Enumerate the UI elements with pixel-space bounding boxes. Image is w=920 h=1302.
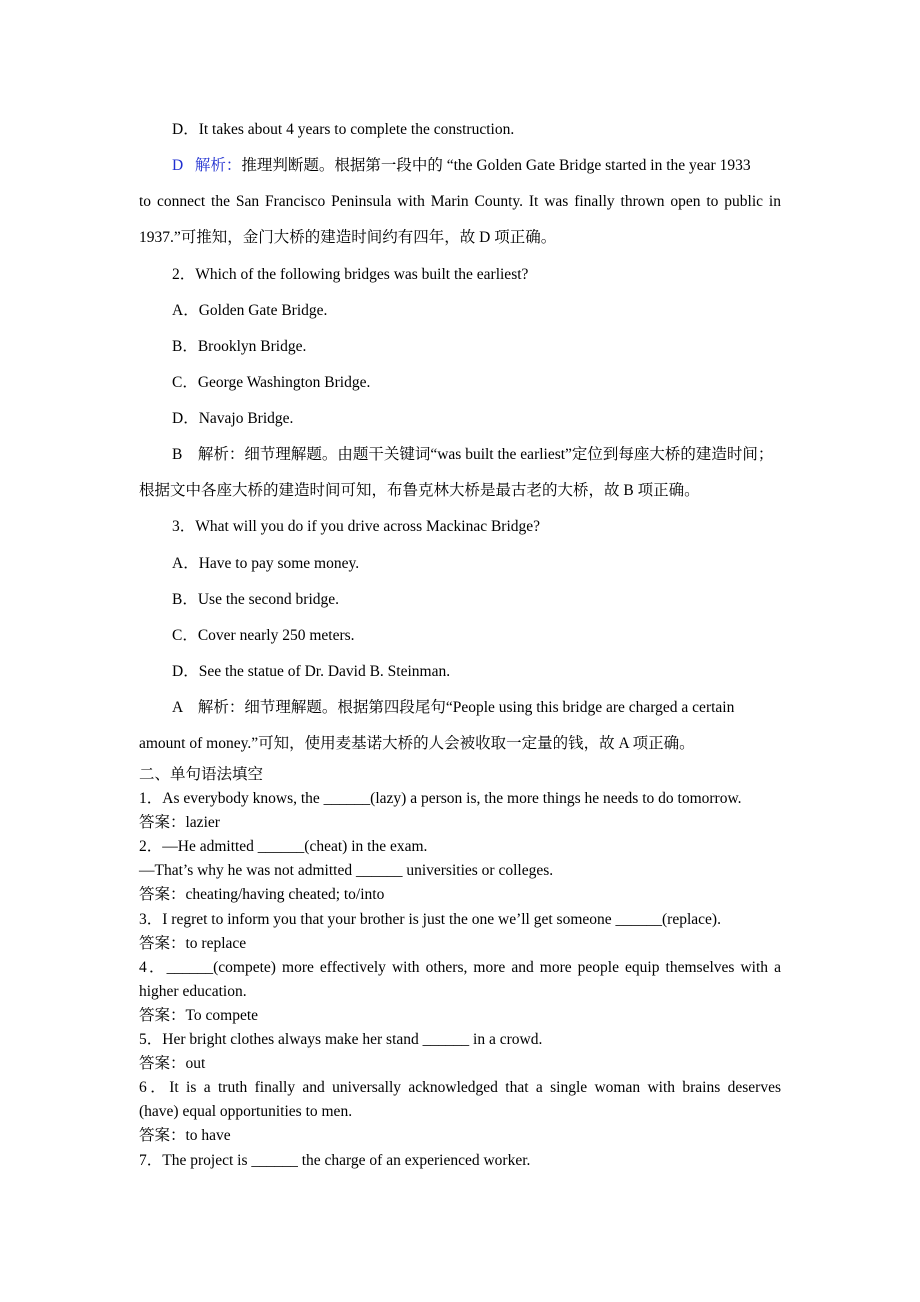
q2-option-c: C．George Washington Bridge. <box>172 374 371 391</box>
answer-letter: D <box>172 157 184 174</box>
exercise-line: 2．—He admitted ______(cheat) in the exam. <box>139 838 428 855</box>
q1-option-d: D．It takes about 4 years to complete the construction. <box>172 121 515 138</box>
exercise-line-cont: (have) equal opportunities to men. <box>139 1103 353 1120</box>
answer-line: 答案：to replace <box>139 935 247 952</box>
exercise-line-cont: higher education. <box>139 983 247 1000</box>
q3-answer-line-2: amount of money.”可知，使用麦基诺大桥的人会被收取一定量的钱，故 A 项正确。 <box>139 735 695 752</box>
answer-tag: 解析： <box>194 157 242 174</box>
answer-line: 答案：To compete <box>139 1007 259 1024</box>
q1-answer-line-2: to connect the San Francisco Peninsula with Marin County. It was finally thrown open to public in <box>139 193 781 210</box>
answer-line: 答案：to have <box>139 1127 231 1144</box>
q2-stem: 2．Which of the following bridges was built the earliest? <box>172 266 529 283</box>
exercise-line: —That’s why he was not admitted ______ universities or colleges. <box>139 862 554 879</box>
exercise-line: 4．______(compete) more effectively with others, more and more people equip themselves with a <box>139 959 781 976</box>
q2-answer-line-1: B 解析：细节理解题。由题干关键词“was built the earliest”定位到每座大桥的建造时间； <box>172 446 774 463</box>
answer-text: 推理判断题。根据第一段中的 “the Golden Gate Bridge started in the year 1933 <box>241 157 751 174</box>
answer-line: 答案：cheating/having cheated; to/into <box>139 886 385 903</box>
q3-option-b: B．Use the second bridge. <box>172 591 340 608</box>
q3-option-c: C．Cover nearly 250 meters. <box>172 627 355 644</box>
q1-answer-line-3: 1937.”可推知，金门大桥的建造时间约有四年，故 D 项正确。 <box>139 229 557 246</box>
q1-answer-line-1 <box>172 156 751 176</box>
exercise-line: 3．I regret to inform you that your brother is just the one we’ll get someone ______(replace). <box>139 911 721 928</box>
q2-answer-line-2: 根据文中各座大桥的建造时间可知，布鲁克林大桥是最古老的大桥，故 B 项正确。 <box>139 482 700 499</box>
q3-stem: 3．What will you do if you drive across Mackinac Bridge? <box>172 518 541 535</box>
q3-answer-line-1: A 解析：细节理解题。根据第四段尾句“People using this bridge are charged a certain <box>172 699 735 716</box>
q2-option-a: A．Golden Gate Bridge. <box>172 302 328 319</box>
q3-option-a: A．Have to pay some money. <box>172 555 360 572</box>
exercise-line: 5．Her bright clothes always make her stand ______ in a crowd. <box>139 1031 543 1048</box>
q2-option-b: B．Brooklyn Bridge. <box>172 338 307 355</box>
q2-option-d: D．Navajo Bridge. <box>172 410 294 427</box>
answer-line: 答案：lazier <box>139 814 220 831</box>
q3-option-d: D．See the statue of Dr. David B. Steinman. <box>172 663 451 680</box>
exercise-line: 7．The project is ______ the charge of an experienced worker. <box>139 1152 531 1169</box>
exercise-line: 1．As everybody knows, the ______(lazy) a person is, the more things he needs to do tomorrow. <box>139 790 742 807</box>
exercise-line: 6．It is a truth finally and universally acknowledged that a single woman with brains deserves <box>139 1079 781 1096</box>
answer-line: 答案：out <box>139 1055 206 1072</box>
section-title: 二、单句语法填空 <box>139 766 264 783</box>
